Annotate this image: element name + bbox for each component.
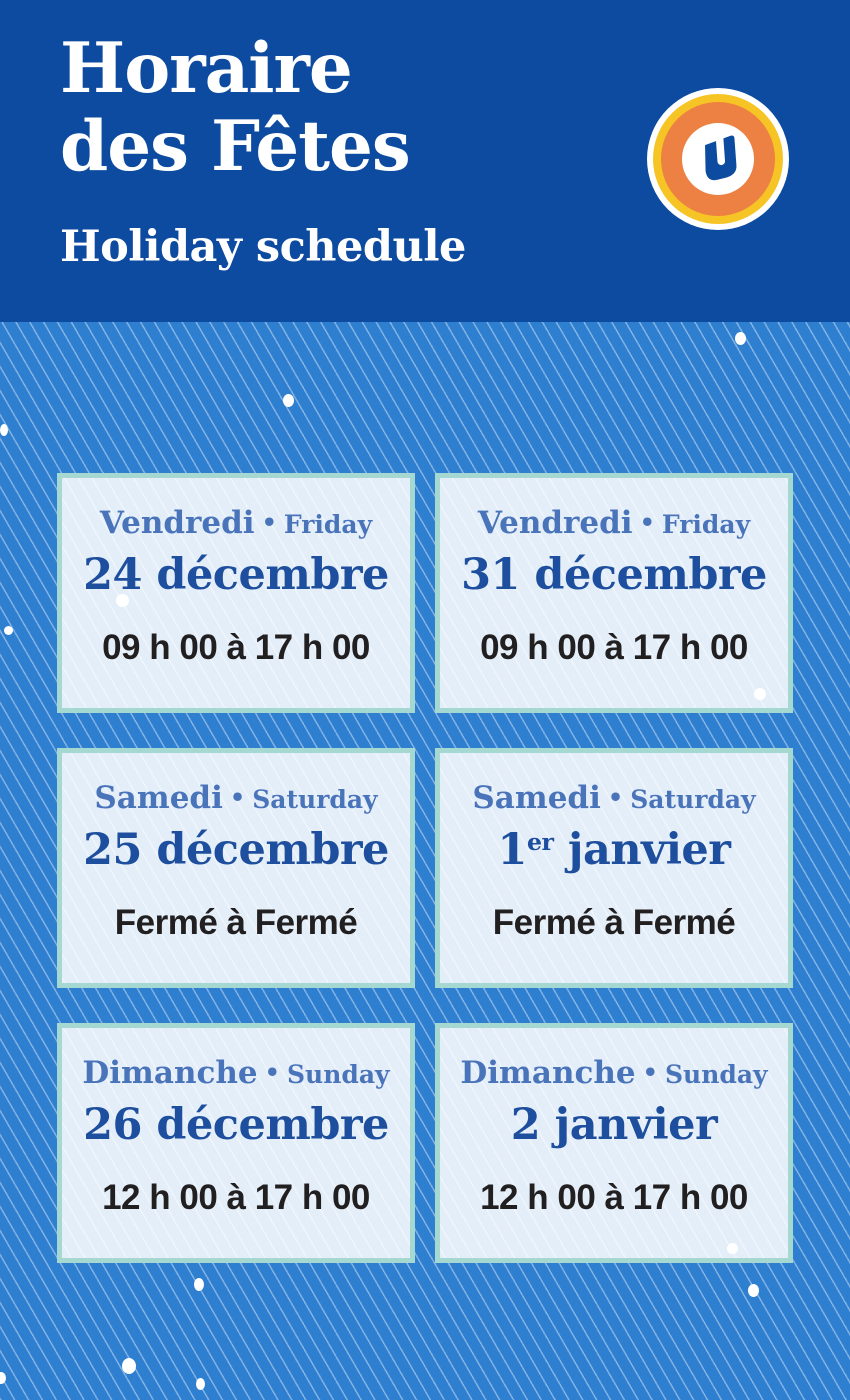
- day-en: Sunday: [286, 1060, 390, 1089]
- date-label: [83, 542, 389, 600]
- day-fr: Samedi: [472, 780, 601, 816]
- date-number: 31: [461, 550, 520, 600]
- date-number: 26: [83, 1100, 142, 1150]
- day-en: Friday: [661, 510, 751, 539]
- day-en: Sunday: [664, 1060, 768, 1089]
- title-line-fr-1: Horaire: [60, 28, 352, 109]
- bullet-separator: •: [261, 508, 277, 537]
- hours-label: 09 h 00 à 17 h 00: [102, 628, 370, 667]
- date-month: décembre: [519, 550, 767, 600]
- date-label: [511, 1092, 717, 1150]
- day-en: Saturday: [630, 785, 756, 814]
- brand-logo: [647, 88, 789, 230]
- day-fr: Dimanche: [460, 1055, 636, 1091]
- date-label: [498, 817, 731, 875]
- snow-dot: [122, 1358, 136, 1374]
- day-fr: Dimanche: [82, 1055, 258, 1091]
- header: [0, 0, 850, 322]
- schedule-card-sunday-jan2: [435, 1023, 793, 1263]
- snow-dot: [735, 332, 746, 345]
- bullet-separator: •: [639, 508, 655, 537]
- snow-dot: [748, 1284, 759, 1297]
- page-subtitle: Holiday schedule: [60, 222, 466, 272]
- hours-label: Fermé à Fermé: [114, 903, 358, 942]
- hours-label: 12 h 00 à 17 h 00: [480, 1178, 748, 1217]
- page-title: [60, 30, 410, 186]
- hours-label: 12 h 00 à 17 h 00: [102, 1178, 370, 1217]
- day-fr: Vendredi: [99, 505, 255, 541]
- day-label: [100, 506, 372, 542]
- date-number: 24: [83, 550, 142, 600]
- date-month: décembre: [141, 825, 389, 875]
- schedule-card-saturday-jan1: [435, 748, 793, 988]
- date-month: janvier: [553, 825, 731, 875]
- schedule-card-sunday-dec26: [57, 1023, 415, 1263]
- bullet-separator: •: [264, 1058, 280, 1087]
- bullet-separator: •: [607, 783, 624, 812]
- day-label: [460, 1056, 767, 1092]
- hours-label: 09 h 00 à 17 h 00: [480, 628, 748, 667]
- date-month: janvier: [540, 1100, 718, 1150]
- title-line-fr-2: des Fêtes: [60, 106, 410, 187]
- schedule-card-friday-dec31: [435, 473, 793, 713]
- day-fr: Samedi: [94, 780, 223, 816]
- day-fr: Vendredi: [477, 505, 633, 541]
- snow-dot: [196, 1378, 205, 1390]
- date-label: [461, 542, 767, 600]
- schedule-card-saturday-dec25: [57, 748, 415, 988]
- day-label: [94, 781, 377, 817]
- snow-dot: [194, 1278, 204, 1291]
- date-label: [83, 817, 389, 875]
- day-label: [82, 1056, 389, 1092]
- snow-dot: [0, 424, 8, 436]
- day-label: [478, 506, 750, 542]
- date-number: 2: [510, 1100, 541, 1150]
- snow-dot: [4, 626, 13, 635]
- date-ordinal: er: [526, 828, 554, 856]
- logo-u-icon: [691, 126, 745, 188]
- date-number: 25: [83, 825, 142, 875]
- schedule-card-friday-dec24: [57, 473, 415, 713]
- bullet-separator: •: [229, 783, 246, 812]
- date-month: décembre: [141, 1100, 389, 1150]
- day-label: [472, 781, 755, 817]
- date-number: 1: [497, 825, 527, 875]
- date-label: [83, 1092, 389, 1150]
- date-month: décembre: [141, 550, 389, 600]
- bullet-separator: •: [642, 1058, 658, 1087]
- snow-dot: [283, 394, 294, 407]
- hours-label: Fermé à Fermé: [492, 903, 736, 942]
- day-en: Friday: [283, 510, 373, 539]
- day-en: Saturday: [252, 785, 378, 814]
